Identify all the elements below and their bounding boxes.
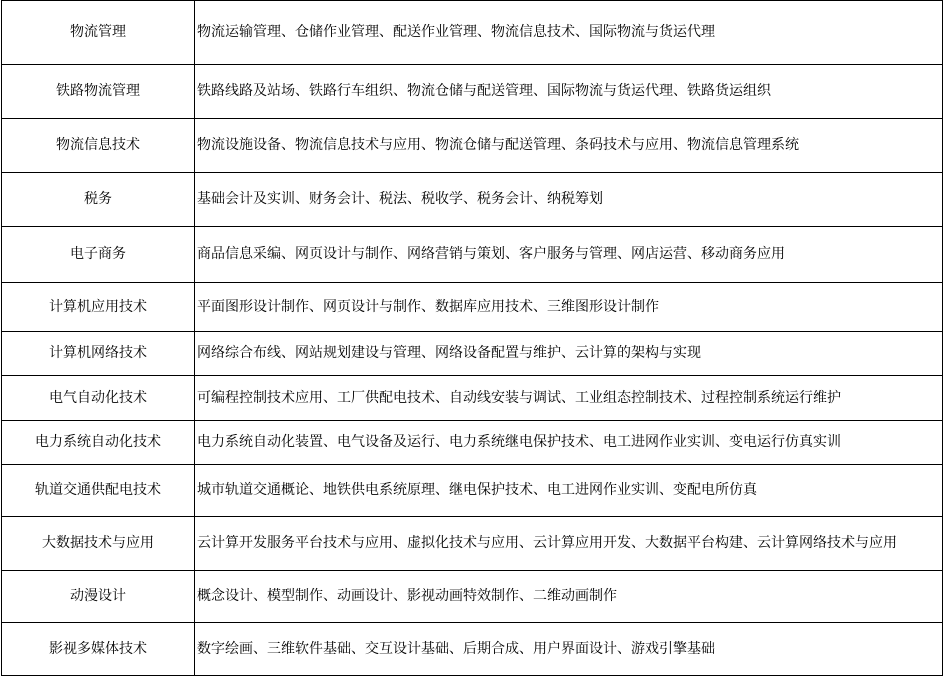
courses-cell: 基础会计及实训、财务会计、税法、税收学、税务会计、纳税筹划 [195,173,943,227]
major-name-cell: 电气自动化技术 [2,376,195,421]
table-row [2,623,943,676]
major-name-cell: 税务 [2,173,195,227]
major-name-cell: 动漫设计 [2,571,195,623]
courses-cell: 网络综合布线、网站规划建设与管理、网络设备配置与维护、云计算的架构与实现 [195,332,943,376]
major-name-cell: 影视多媒体技术 [2,623,195,676]
table-row [2,517,943,571]
major-name-cell: 大数据技术与应用 [2,517,195,571]
courses-cell: 物流设施设备、物流信息技术与应用、物流仓储与配送管理、条码技术与应用、物流信息管理系统 [195,119,943,173]
table-row [2,465,943,517]
table-row [2,332,943,376]
table-row [2,119,943,173]
courses-cell: 云计算开发服务平台技术与应用、虚拟化技术与应用、云计算应用开发、大数据平台构建、云计算网络技术与应用 [195,517,943,571]
major-name-cell: 物流管理 [2,1,195,65]
courses-cell: 城市轨道交通概论、地铁供电系统原理、继电保护技术、电工进网作业实训、变配电所仿真 [195,465,943,517]
table-row [2,421,943,465]
courses-cell: 电力系统自动化装置、电气设备及运行、电力系统继电保护技术、电工进网作业实训、变电运行仿真实训 [195,421,943,465]
major-name-cell: 电子商务 [2,227,195,283]
courses-cell: 商品信息采编、网页设计与制作、网络营销与策划、客户服务与管理、网店运营、移动商务应用 [195,227,943,283]
table-row [2,376,943,421]
major-name-cell: 计算机应用技术 [2,283,195,332]
table-row [2,1,943,65]
major-name-cell: 轨道交通供配电技术 [2,465,195,517]
major-name-cell: 铁路物流管理 [2,65,195,119]
courses-cell: 数字绘画、三维软件基础、交互设计基础、后期合成、用户界面设计、游戏引擎基础 [195,623,943,676]
courses-cell: 概念设计、模型制作、动画设计、影视动画特效制作、二维动画制作 [195,571,943,623]
courses-cell: 可编程控制技术应用、工厂供配电技术、自动线安装与调试、工业组态控制技术、过程控制系统运行维护 [195,376,943,421]
courses-cell: 铁路线路及站场、铁路行车组织、物流仓储与配送管理、国际物流与货运代理、铁路货运组织 [195,65,943,119]
major-name-cell: 物流信息技术 [2,119,195,173]
table-row [2,173,943,227]
courses-cell: 平面图形设计制作、网页设计与制作、数据库应用技术、三维图形设计制作 [195,283,943,332]
major-courses-table [1,0,943,676]
major-name-cell: 计算机网络技术 [2,332,195,376]
table-row [2,283,943,332]
table-row [2,227,943,283]
table-row [2,571,943,623]
table-row [2,65,943,119]
major-name-cell: 电力系统自动化技术 [2,421,195,465]
courses-cell: 物流运输管理、仓储作业管理、配送作业管理、物流信息技术、国际物流与货运代理 [195,1,943,65]
